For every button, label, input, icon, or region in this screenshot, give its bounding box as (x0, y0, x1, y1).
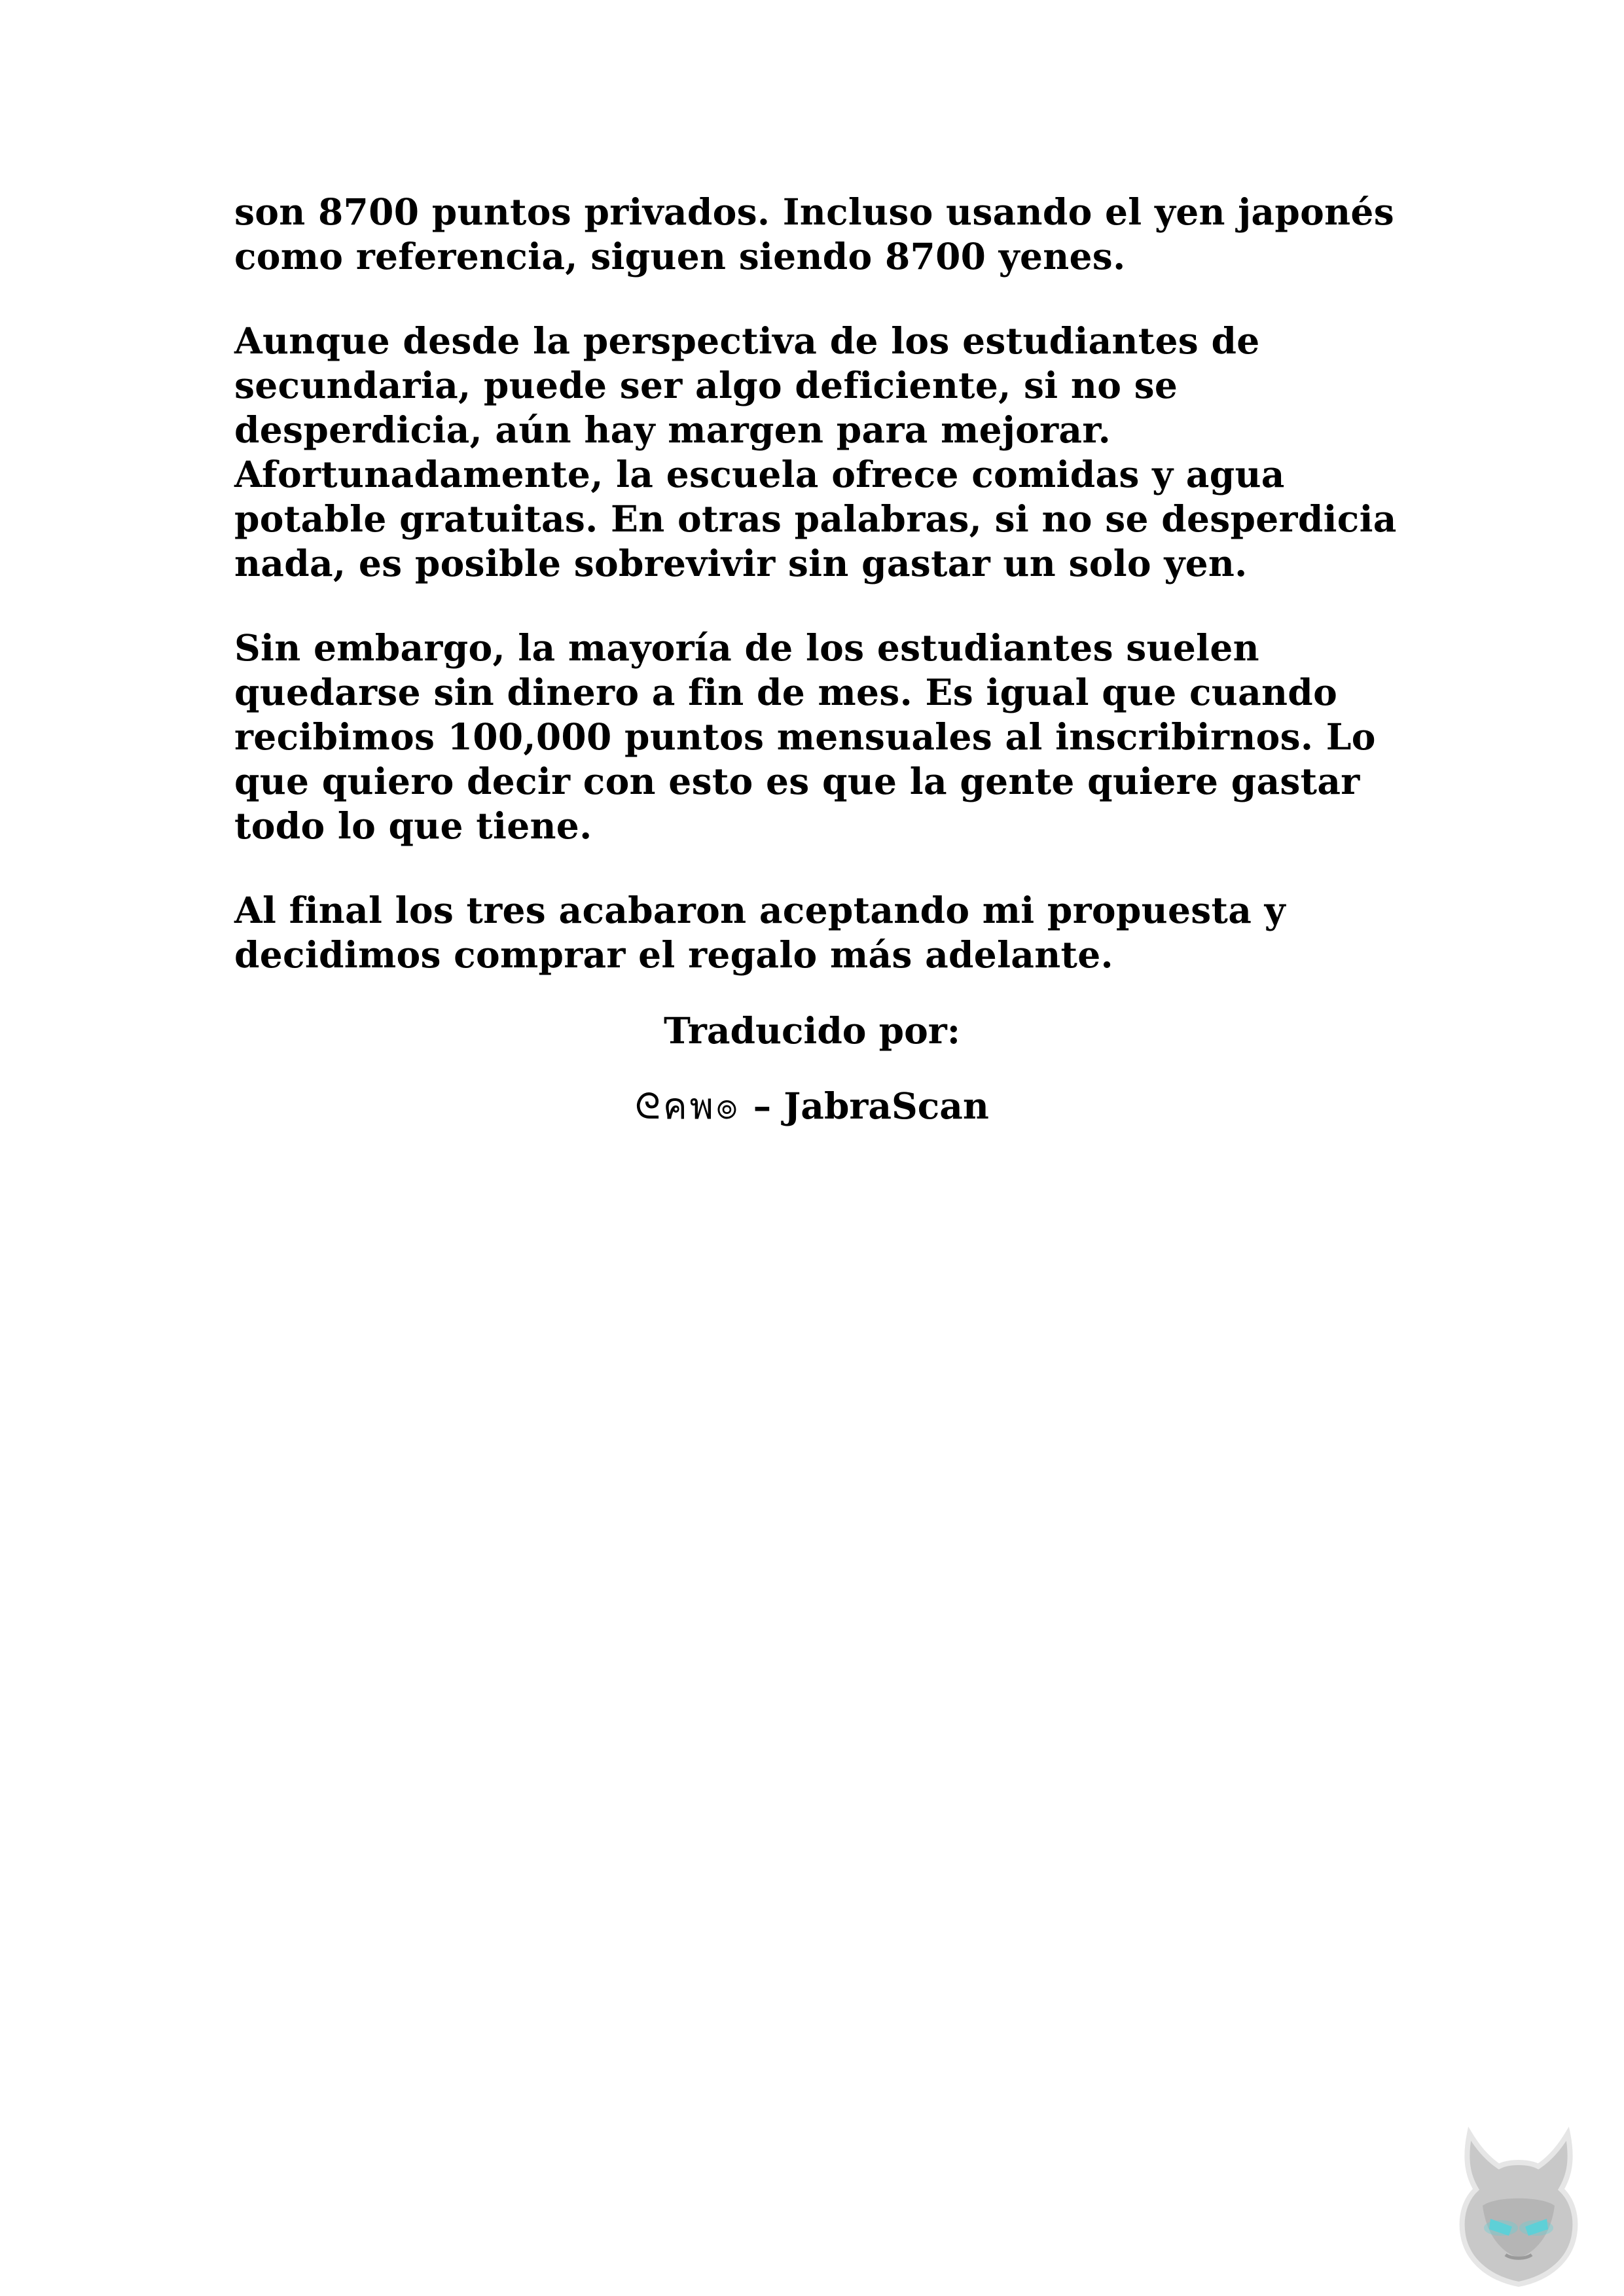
credits-line (0, 1083, 1624, 1129)
devil-head-icon (1443, 2121, 1594, 2291)
paragraph-4: Al final los tres acabaron aceptando mi propuesta y decidimos comprar el regalo más adelante. (234, 889, 1286, 976)
paragraph-1: son 8700 puntos privados. Incluso usando el yen japonés como referencia, siguen siendo 8700 yenes. (234, 190, 1394, 278)
body-text (234, 190, 1406, 1017)
credits-separator: – (740, 1085, 784, 1127)
paragraph-2: Aunque desde la perspectiva de los estudiantes de secundaria, puede ser algo deficiente, si no se desperdicia, aún hay margen para mejorar. Afortunadamente, la escuela ofrece comidas y agua potable gratuitas. En otras palabras, si no se desperdicia nada, es posible sobrevivir sin gastar un solo yen. (234, 319, 1397, 584)
translator-name: ᘓคพ๏ (635, 1085, 741, 1127)
paragraph-3: Sin embargo, la mayoría de los estudiantes suelen quedarse sin dinero a fin de mes. Es igual que cuando recibimos 100,000 puntos mensuales al inscribirnos. Lo que quiero decir con esto es que la gente quiere gastar todo lo que tiene. (234, 626, 1376, 847)
group-name: JabraScan (784, 1085, 989, 1127)
credits-heading: Traducido por: (663, 1009, 961, 1052)
